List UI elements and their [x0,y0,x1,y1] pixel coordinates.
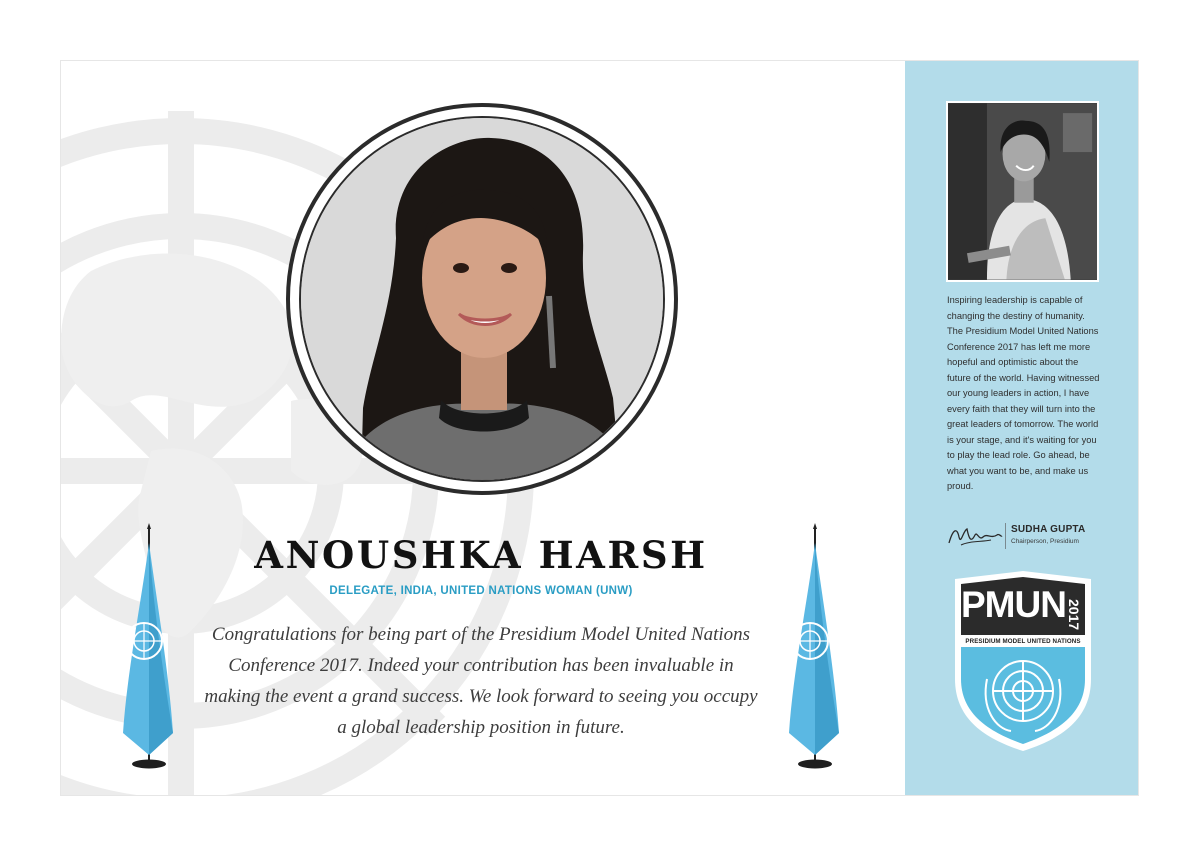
chairperson-photo [946,101,1099,282]
signature-block [947,521,1107,551]
badge-subtitle: PRESIDIUM MODEL UNITED NATIONS [965,638,1081,645]
certificate-card [60,60,1139,796]
pmun-badge [951,569,1095,753]
badge-year: 2017 [1066,599,1082,631]
signatory-title: Chairperson, Presidium [1011,538,1079,545]
chairperson-quote: Inspiring leadership is capable of changing the destiny of humanity. The Presidium Model United Nations Conference 2017 has left me more hopeful and optimistic about the future of the world. Having witnessed our young leaders in action, I have every faith that they will turn into the great leaders of tomorrow. The world is your stage, and it's waiting for you to play the lead role. Go ahead, be what you want to be, and make us proud. [947,295,1100,491]
certificate-main [61,61,905,796]
badge-title: PMUN [961,584,1066,625]
signature-divider [1005,523,1006,549]
signature-icon [947,523,1003,549]
un-flag-right-icon [785,523,849,773]
chairperson-sidebar [905,61,1139,796]
un-flag-left-icon [119,523,183,773]
delegate-name: ANOUSHKA HARSH [254,533,708,577]
delegate-portrait [299,116,665,482]
signatory-name: SUDHA GUPTA [1011,524,1086,535]
delegate-role: DELEGATE, INDIA, UNITED NATIONS WOMAN (UNW) [329,585,633,597]
congratulations-message: Congratulations for being part of the Presidium Model United Nations Conference 2017. Indeed your contribution has been invaluable in making the event a grand success. We look forward to seeing you occupy a global leadership position in future. [204,624,758,738]
portrait-frame [286,103,678,495]
